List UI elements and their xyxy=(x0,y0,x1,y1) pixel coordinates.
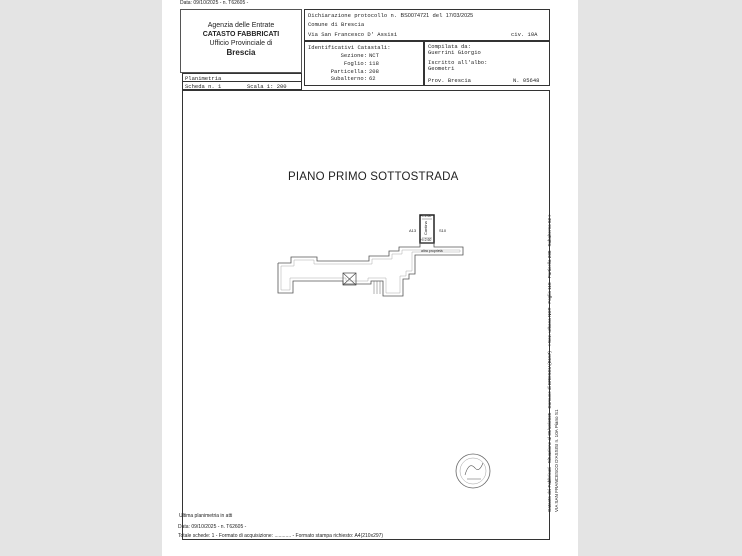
albo-label: Iscritto all'albo: xyxy=(428,59,488,66)
foglio-label: Foglio: xyxy=(343,59,367,67)
sezione-value: NCT xyxy=(369,52,379,59)
declaration-number: BS0074721 xyxy=(400,13,430,19)
particella-label: Particella: xyxy=(330,67,367,75)
declaration-date: 17/03/2025 xyxy=(445,13,474,19)
agency-line2: CATASTO FABBRICATI xyxy=(202,31,280,38)
altra-proprieta-label: altra proprietà xyxy=(421,249,443,253)
num-label: N. xyxy=(513,77,520,84)
albo-value: Geometri xyxy=(428,65,455,72)
footer-totale-line: Totale schede: 1 - Formato di acquisizione: ............ - Formato stampa richiesto: A4(210x297) xyxy=(178,533,384,539)
planimetria-box xyxy=(182,73,302,90)
sub-right-label: S10 xyxy=(439,228,447,233)
compiled-name: Guerrini Giorgio xyxy=(428,49,481,56)
civ-value: 10A xyxy=(527,31,538,38)
side-text-line1: Catasto dei Fabbricati - Situazione al 09/10/2025 - Comune di BRESCIA(B157) - < Sez. urbana NCT - Foglio 118 - Particella 208 - Subalterno 62 > xyxy=(547,213,552,512)
document-page xyxy=(162,0,578,556)
address-value: Via San Francesco D' Assisi xyxy=(308,31,398,38)
planimetria-label: Planimetria xyxy=(185,75,222,82)
compiled-box xyxy=(424,41,550,86)
drawing-frame xyxy=(179,90,550,540)
side-text-line2: VIA SAN FRANCESCO D'ASSISI n. 10A Piano S1 xyxy=(554,409,559,512)
prov-label: Prov. xyxy=(428,77,445,84)
sub-left-label: A13 xyxy=(409,228,417,233)
civ-label: civ. xyxy=(511,31,525,38)
identifiers-box xyxy=(304,41,424,86)
comune-value: Brescia xyxy=(341,21,365,28)
cantina-h-bottom: H=2.60 xyxy=(420,238,432,242)
subalterno-label: Subalterno: xyxy=(330,75,367,83)
foglio-value: 118 xyxy=(369,59,379,67)
declaration-label: Dichiarazione protocollo n. xyxy=(308,12,398,19)
particella-value: 208 xyxy=(369,67,379,75)
subalterno-value: 62 xyxy=(369,75,376,83)
comune-label: Comune di xyxy=(308,21,338,28)
prov-value: Brescia xyxy=(447,77,471,84)
scheda-label: Scheda n. 1 xyxy=(185,83,222,90)
footer-data-line: Data: 09/10/2025 - n. T62605 - xyxy=(178,524,247,530)
floor-title: PIANO PRIMO SOTTOSTRADA xyxy=(288,171,459,183)
agency-line3: Ufficio Provinciale di xyxy=(209,40,273,47)
floor-plan-drawing xyxy=(183,91,549,539)
num-value: 05648 xyxy=(522,77,540,84)
sezione-label: Sezione: xyxy=(340,52,367,59)
compiled-title: Compilata da: xyxy=(428,43,471,50)
ultima-planimetria: Ultima planimetria in atti xyxy=(179,513,233,519)
scala-label: Scala 1: 200 xyxy=(247,83,287,90)
declaration-date-label: del xyxy=(432,12,443,19)
cantina-label: Cantina xyxy=(423,221,428,235)
cantina-h-top: H=2.60 xyxy=(420,214,432,218)
identifiers-title: Identificativi Catastali: xyxy=(308,44,391,51)
agency-line4: Brescia xyxy=(226,48,256,57)
top-meta: Data: 09/10/2025 - n. T62605 - xyxy=(180,0,249,6)
agency-line1: Agenzia delle Entrate xyxy=(207,22,275,29)
declaration-box xyxy=(304,9,550,41)
agency-box xyxy=(180,9,302,73)
